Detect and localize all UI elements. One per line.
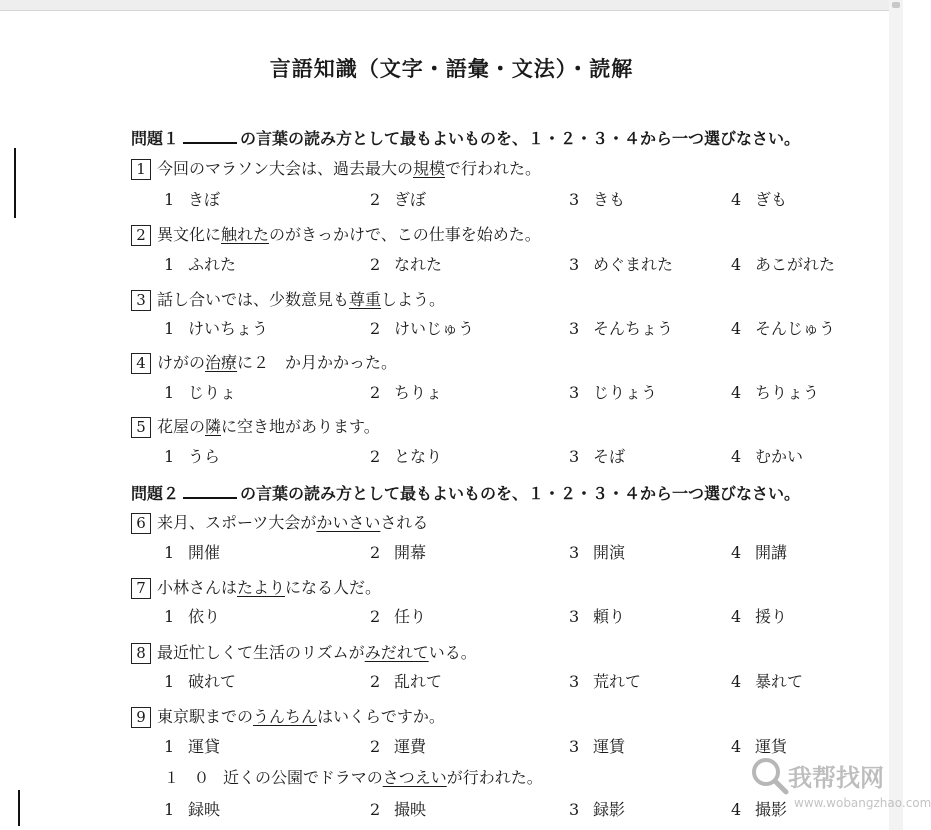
- question-text-pre: 花屋の: [157, 417, 206, 436]
- question-text-pre: 近くの公園でドラマの: [223, 768, 383, 787]
- question-3: [131, 287, 445, 311]
- section-header-2: [131, 481, 800, 504]
- question-text-post: で行われた。: [445, 159, 542, 178]
- option-4[interactable]: [731, 252, 835, 275]
- option-2[interactable]: [370, 444, 442, 467]
- watermark-text: 我帮找网: [788, 764, 884, 792]
- option-text: 開講: [755, 543, 788, 562]
- option-number: 2: [370, 800, 381, 819]
- option-text: ぎぼ: [394, 190, 427, 209]
- scan-mark-bottom: [18, 790, 20, 826]
- option-text: むかい: [755, 447, 804, 466]
- option-1[interactable]: [164, 604, 220, 627]
- option-text: 開幕: [394, 543, 427, 562]
- question-number: 4: [131, 353, 151, 374]
- page-title: 言語知識（文字・語彙・文法）・読解: [269, 56, 634, 81]
- option-2[interactable]: [370, 316, 474, 339]
- section-prefix: 問題１: [131, 129, 180, 148]
- option-text: きも: [593, 190, 626, 209]
- option-number: 4: [731, 319, 742, 338]
- question-number: １ ０: [164, 769, 210, 787]
- option-number: 2: [370, 737, 381, 756]
- option-number: 4: [731, 383, 742, 402]
- option-text: 運貸: [188, 737, 221, 756]
- option-4[interactable]: [731, 187, 787, 210]
- option-text: 運賃: [593, 737, 626, 756]
- option-text: きぼ: [188, 190, 221, 209]
- option-text: ふれた: [188, 255, 237, 274]
- question-text-pre: 異文化に: [157, 225, 222, 244]
- option-2[interactable]: [370, 540, 426, 563]
- option-3[interactable]: [569, 797, 625, 820]
- option-3[interactable]: [569, 316, 673, 339]
- option-number: 3: [569, 383, 580, 402]
- underlined-word: かいさい: [316, 513, 381, 532]
- option-1[interactable]: [164, 380, 236, 403]
- option-text: となり: [394, 447, 443, 466]
- watermark: [748, 752, 931, 822]
- question-text-pre: 来月、スポーツ大会が: [157, 513, 317, 532]
- question-text-post: が行われた。: [446, 768, 543, 787]
- question-text-pre: 小林さんは: [157, 578, 238, 597]
- question-9: [131, 704, 445, 728]
- viewer-top-bar: [0, 0, 903, 11]
- option-text: 録映: [188, 800, 221, 819]
- option-2[interactable]: [370, 252, 442, 275]
- option-text: そば: [593, 447, 626, 466]
- option-text: 運費: [394, 737, 427, 756]
- option-text: ちりょ: [394, 383, 443, 402]
- option-text: そんちょう: [593, 319, 674, 338]
- option-number: 1: [164, 607, 175, 626]
- question-number: 7: [131, 578, 151, 599]
- question-8: [131, 640, 477, 664]
- underlined-word: 治療: [205, 353, 238, 372]
- option-text: けいちょう: [188, 319, 269, 338]
- question-number: 5: [131, 417, 151, 438]
- option-3[interactable]: [569, 669, 641, 692]
- question-number: 9: [131, 707, 151, 728]
- underlined-word: 尊重: [349, 290, 382, 309]
- question-text-post: になる人だ。: [285, 578, 382, 597]
- question-number: 1: [131, 159, 151, 180]
- question-text-post: はいくらですか。: [317, 707, 445, 726]
- option-text: じりょう: [593, 383, 658, 402]
- option-1[interactable]: [164, 540, 220, 563]
- option-3[interactable]: [569, 187, 625, 210]
- question-text-post: に空き地があります。: [221, 417, 380, 436]
- question-number: 6: [131, 513, 151, 534]
- question-text-pre: 東京駅までの: [157, 707, 254, 726]
- option-number: 1: [164, 800, 175, 819]
- option-text: そんじゅう: [755, 319, 836, 338]
- question-10: [164, 765, 543, 788]
- option-4[interactable]: [731, 444, 803, 467]
- question-5: [131, 414, 380, 438]
- question-number: 2: [131, 225, 151, 246]
- option-3[interactable]: [569, 252, 673, 275]
- option-number: 2: [370, 190, 381, 209]
- option-text: 運貨: [755, 737, 788, 756]
- question-text-pre: 話し合いでは、少数意見も: [157, 290, 350, 309]
- option-number: 1: [164, 672, 175, 691]
- option-text: じりょ: [188, 383, 237, 402]
- option-number: 3: [569, 447, 580, 466]
- option-text: 録影: [593, 800, 626, 819]
- option-number: 1: [164, 383, 175, 402]
- option-2[interactable]: [370, 604, 426, 627]
- question-number: 8: [131, 643, 151, 664]
- section-instruction: の言葉の読み方として最もよいものを、１・２・３・４から一つ選びなさい。: [240, 129, 801, 148]
- option-text: 任り: [394, 607, 427, 626]
- option-text: 撮映: [394, 800, 427, 819]
- option-2[interactable]: [370, 187, 426, 210]
- question-text-post: に２ か月かかった。: [237, 353, 398, 372]
- option-text: 開催: [188, 543, 221, 562]
- option-number: 4: [731, 447, 742, 466]
- option-text: めぐまれた: [593, 255, 674, 274]
- option-3[interactable]: [569, 380, 657, 403]
- option-3[interactable]: [569, 444, 625, 467]
- question-7: [131, 575, 381, 599]
- underlined-word: 隣: [205, 417, 222, 436]
- option-number: 4: [731, 543, 742, 562]
- option-number: 4: [731, 800, 742, 819]
- option-text: 依り: [188, 607, 221, 626]
- option-2[interactable]: [370, 380, 442, 403]
- option-4[interactable]: [731, 669, 803, 692]
- option-number: 2: [370, 255, 381, 274]
- option-number: 2: [370, 543, 381, 562]
- option-3[interactable]: [569, 604, 625, 627]
- option-number: 2: [370, 319, 381, 338]
- underlined-word: みだれて: [364, 643, 429, 662]
- answer-blank: [183, 128, 237, 144]
- question-4: [131, 350, 397, 374]
- option-number: 3: [569, 543, 580, 562]
- option-text: 頼り: [593, 607, 626, 626]
- scrollbar-thumb[interactable]: [892, 2, 900, 8]
- option-text: 乱れて: [394, 672, 443, 691]
- option-text: 暴れて: [755, 672, 804, 691]
- option-text: 破れて: [188, 672, 237, 691]
- section-instruction: の言葉の読み方として最もよいものを、１・２・３・４から一つ選びなさい。: [240, 484, 801, 503]
- question-2: [131, 222, 541, 246]
- question-text-post: いる。: [428, 643, 477, 662]
- option-number: 4: [731, 672, 742, 691]
- option-number: 4: [731, 255, 742, 274]
- option-1[interactable]: [164, 797, 220, 820]
- option-3[interactable]: [569, 540, 625, 563]
- option-number: 1: [164, 447, 175, 466]
- option-number: 1: [164, 190, 175, 209]
- option-number: 4: [731, 607, 742, 626]
- option-1[interactable]: [164, 187, 220, 210]
- question-text-pre: 最近忙しくて生活のリズムが: [157, 643, 365, 662]
- underlined-word: 規模: [413, 159, 446, 178]
- option-2[interactable]: [370, 734, 426, 757]
- option-text: 開演: [593, 543, 626, 562]
- option-number: 1: [164, 543, 175, 562]
- option-number: 3: [569, 190, 580, 209]
- question-1: [131, 156, 541, 180]
- question-text-post: される: [380, 513, 429, 532]
- option-text: なれた: [394, 255, 443, 274]
- underlined-word: 触れた: [221, 225, 270, 244]
- option-2[interactable]: [370, 669, 442, 692]
- question-text-post: しよう。: [381, 290, 446, 309]
- option-text: あこがれた: [755, 255, 836, 274]
- option-number: 3: [569, 607, 580, 626]
- option-number: 2: [370, 447, 381, 466]
- option-2[interactable]: [370, 797, 426, 820]
- option-text: けいじゅう: [394, 319, 475, 338]
- option-4[interactable]: [731, 604, 787, 627]
- underlined-word: うんちん: [253, 707, 318, 726]
- option-number: 3: [569, 672, 580, 691]
- section-prefix: 問題２: [131, 484, 180, 503]
- option-number: 3: [569, 800, 580, 819]
- option-number: 1: [164, 255, 175, 274]
- option-number: 1: [164, 319, 175, 338]
- question-number: 3: [131, 290, 151, 311]
- option-1[interactable]: [164, 444, 220, 467]
- option-number: 1: [164, 737, 175, 756]
- option-text: 援り: [755, 607, 788, 626]
- question-6: [131, 510, 428, 534]
- question-text-pre: けがの: [157, 353, 206, 372]
- scan-mark-top: [14, 148, 16, 218]
- option-4[interactable]: [731, 540, 787, 563]
- option-text: ちりょう: [755, 383, 820, 402]
- option-number: 3: [569, 319, 580, 338]
- magnifier-icon: [748, 754, 792, 798]
- underlined-word: さつえい: [382, 768, 447, 787]
- option-1[interactable]: [164, 669, 236, 692]
- option-4[interactable]: [731, 380, 819, 403]
- option-number: 2: [370, 672, 381, 691]
- option-text: うら: [188, 447, 221, 466]
- question-text-pre: 今回のマラソン大会は、過去最大の: [157, 159, 414, 178]
- option-number: 2: [370, 607, 381, 626]
- option-number: 3: [569, 737, 580, 756]
- answer-blank: [183, 483, 237, 499]
- option-3[interactable]: [569, 734, 625, 757]
- option-number: 2: [370, 383, 381, 402]
- option-text: 荒れて: [593, 672, 642, 691]
- option-number: 4: [731, 190, 742, 209]
- question-text-post: のがきっかけで、この仕事を始めた。: [269, 225, 541, 244]
- vertical-scrollbar[interactable]: [889, 0, 903, 830]
- option-4[interactable]: [731, 316, 835, 339]
- option-text: 撮影: [755, 800, 788, 819]
- option-text: ぎも: [755, 190, 788, 209]
- option-number: 3: [569, 255, 580, 274]
- section-header-1: [131, 126, 800, 149]
- option-1[interactable]: [164, 252, 236, 275]
- option-1[interactable]: [164, 734, 220, 757]
- option-1[interactable]: [164, 316, 268, 339]
- underlined-word: たより: [237, 578, 286, 597]
- option-number: 4: [731, 737, 742, 756]
- watermark-url: www.wobangzhao.com: [794, 796, 931, 810]
